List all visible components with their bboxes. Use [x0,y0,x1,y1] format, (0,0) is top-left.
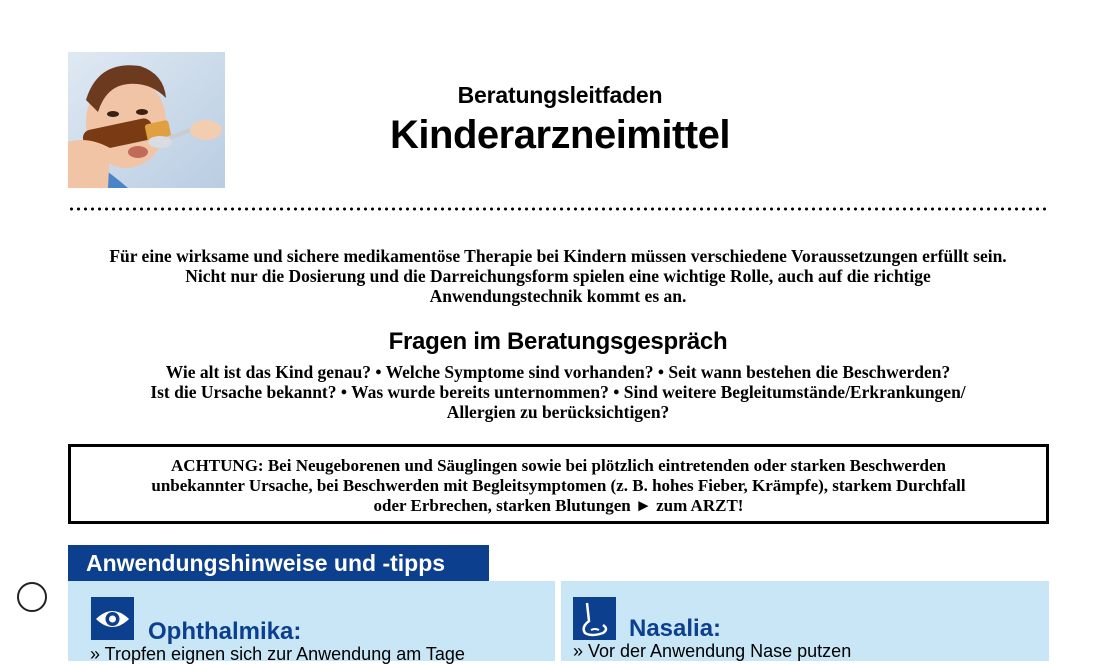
questions-line: Wie alt ist das Kind genau? • Welche Symptome sind vorhanden? • Seit wann bestehen die Beschwerden? [165,362,951,382]
child-medicine-photo [68,52,225,188]
tips-heading: Anwendungshinweise und -tipps [68,545,489,581]
questions-heading: Fragen im Beratungsgespräch [388,328,728,355]
header-subtitle: Beratungsleitfaden [457,82,663,108]
questions-line: Allergien zu berücksichtigen? [446,402,670,422]
intro-text [60,246,1056,306]
ophthalmika-panel [68,581,555,664]
questions-text [60,362,1056,422]
nose-icon [573,597,616,640]
nasalia-text: » Vor der Anwendung Nase putzen [573,641,852,661]
dotted-divider [68,207,1049,211]
intro-line: Für eine wirksame und sichere medikamentöse Therapie bei Kindern müssen verschiedene Voraussetzungen erfüllt sein. [109,246,1007,266]
header-title: Kinderarzneimittel [390,113,730,157]
intro-line: Nicht nur die Dosierung und die Darreichungsform spielen eine wichtige Rolle, auch auf die richtige [185,266,931,286]
questions-line: Ist die Ursache bekannt? • Was wurde bereits unternommen? • Sind weitere Begleitumstände/Erkrankungen/ [150,382,966,402]
nasalia-panel [561,581,1049,661]
intro-line: Anwendungstechnik kommt es an. [429,286,687,306]
page-marker-circle[interactable] [17,582,47,612]
ophthalmika-title: Ophthalmika: [148,618,302,645]
warning-box [68,444,1049,524]
warning-line: oder Erbrechen, starken Blutungen ► zum ARZT! [373,496,744,515]
eye-icon [91,597,134,640]
warning-line: ACHTUNG: Bei Neugeborenen und Säuglingen sowie bei plötzlich eintretenden oder starken Beschwerden [171,456,946,475]
ophthalmika-text: » Tropfen eignen sich zur Anwendung am Tage [90,644,465,664]
warning-line: unbekannter Ursache, bei Beschwerden mit Begleitsymptomen (z. B. hohes Fieber, Krämpfe), starkem Durchfall [151,476,966,495]
nasalia-title: Nasalia: [629,615,722,642]
